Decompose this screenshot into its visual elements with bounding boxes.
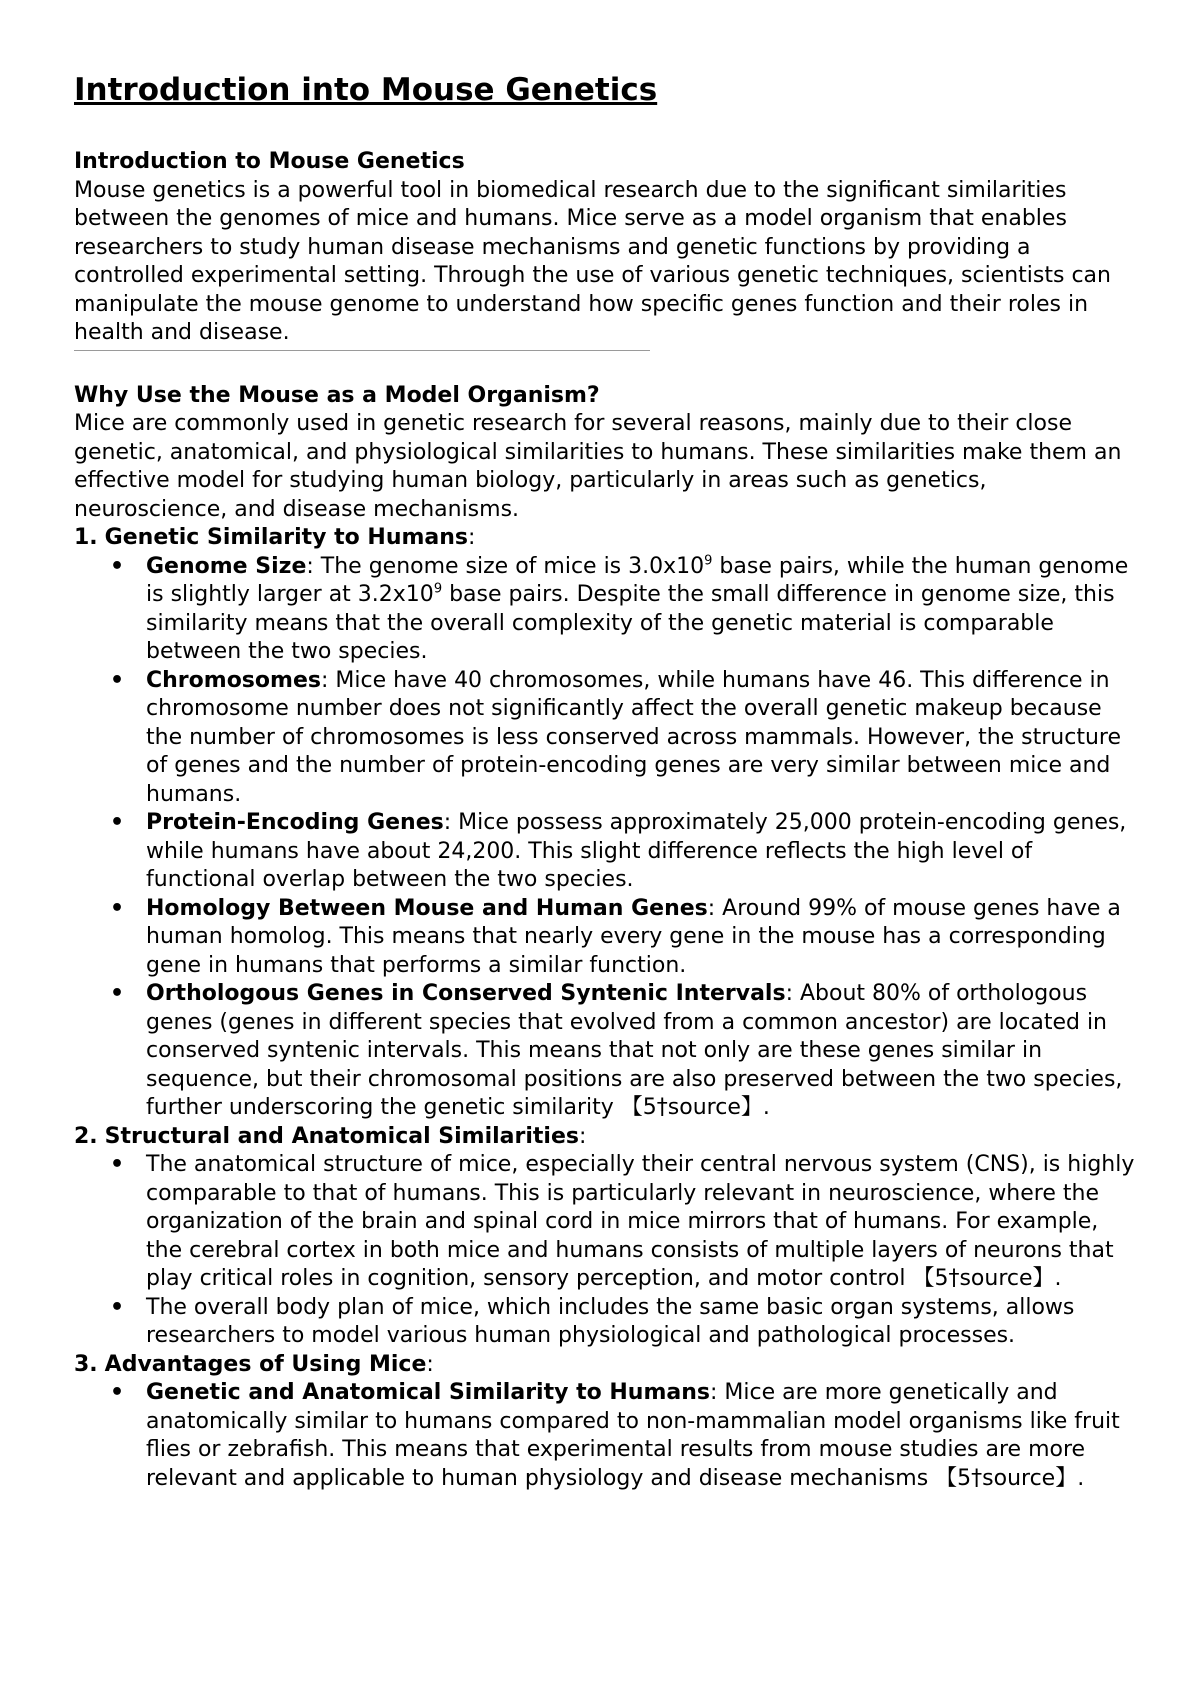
list-item-homology: [146, 895, 1140, 981]
list-item-orthologous-genes: [146, 980, 1140, 1123]
list-item-genome-size: [146, 553, 1140, 667]
list-item-chromosomes: [146, 667, 1140, 810]
orthologous-genes-text: : About 80% of orthologous genes (genes in different species that evolved from a common ancestor) are located in conserved syntenic intervals. This means that not only are these genes similar in sequence, but their chromosomal positions are also preserved between the two species, further underscoring the genetic similarity 【5†source】.: [146, 981, 1123, 1120]
list-item-protein-encoding-genes: [146, 809, 1140, 895]
homology-text: : Around 99% of mouse genes have a human homolog. This means that nearly every gene in the mouse has a corresponding gene in humans that performs a similar function.: [146, 895, 1121, 978]
genome-size-exponent-b: 9: [433, 581, 443, 597]
section-1-heading: [74, 524, 1140, 553]
genome-size-exponent-a: 9: [704, 553, 713, 569]
section-2-list: [74, 1151, 1140, 1351]
section-1-colon: :: [468, 525, 476, 550]
section-3-number: 3.: [74, 1351, 98, 1377]
genome-size-text-a: : The genome size of mice is 3.0x10: [306, 553, 705, 579]
section-3-list: [74, 1379, 1140, 1493]
genome-size-text-c: base pairs. Despite the small difference in genome size, this similarity means that the overall complexity of the genetic material is comparable between the two species.: [146, 582, 1115, 664]
genome-size-text-b: base pairs, while the human genome is slightly larger at 3.2x10: [146, 553, 1129, 607]
protein-encoding-genes-text: : Mice possess approximately 25,000 protein-encoding genes, while humans have about 24,200. This slight difference reflects the high level of functional overlap between the two species.: [146, 810, 1127, 892]
term-chromosomes: Chromosomes: [146, 667, 321, 693]
term-genome-size: Genome Size: [146, 553, 307, 579]
why-paragraph: Mice are commonly used in genetic research for several reasons, mainly due to their close genetic, anatomical, and physiological similarities to humans. These similarities make them an effective model for studying human biology, particularly in areas such as genetics, neuroscience, and disease mechanisms.: [74, 411, 1122, 522]
section-1-number: 1.: [74, 525, 98, 550]
section-2-heading: [74, 1123, 1140, 1152]
intro-paragraph: Mouse genetics is a powerful tool in biomedical research due to the significant similarities between the genomes of mice and humans. Mice serve as a model organism that enables researchers to study human disease mechanisms and genetic functions by providing a controlled experimental setting. Through the use of various genetic techniques, scientists can manipulate the mouse genome to understand how specific genes function and their roles in health and disease.: [74, 177, 1111, 345]
term-protein-encoding-genes: Protein-Encoding Genes: [146, 810, 444, 835]
document-title: Introduction into Mouse Genetics: [74, 72, 658, 108]
list-item-body-plan: • The overall body plan of mice, which includes the same basic organ systems, allows researchers to model various human physiological and pathological processes.: [146, 1294, 1140, 1351]
section-2-title: Structural and Anatomical Similarities: [104, 1123, 579, 1149]
section-2-number: 2.: [74, 1123, 98, 1149]
section-1-title: Genetic Similarity to Humans: [104, 525, 469, 550]
term-orthologous-genes: Orthologous Genes in Conserved Syntenic Intervals: [146, 981, 786, 1006]
section-3-title: Advantages of Using Mice: [104, 1351, 427, 1377]
section-1-list: [74, 553, 1140, 1123]
why-heading: Why Use the Mouse as a Model Organism?: [74, 382, 600, 408]
genetic-anatomical-similarity-text: : Mice are more genetically and anatomically similar to humans compared to non-mammalian model organisms like fruit flies or zebrafish. This means that experimental results from mouse studies are more relevant and applicable to human physiology and disease mechanisms 【5†source】.: [146, 1380, 1120, 1491]
section-3-heading: [74, 1351, 1140, 1380]
separator-line: [74, 350, 650, 351]
intro-heading: Introduction to Mouse Genetics: [74, 149, 465, 174]
chromosomes-text: : Mice have 40 chromosomes, while humans have 46. This difference in chromosome number does not significantly affect the overall genetic makeup because the number of chromosomes is less conserved across mammals. However, the structure of genes and the number of protein-encoding genes are very similar between mice and humans.: [146, 667, 1122, 807]
section-2-colon: :: [579, 1123, 587, 1149]
list-item-genetic-anatomical-similarity: [146, 1379, 1140, 1493]
section-3-colon: :: [426, 1351, 434, 1377]
term-genetic-anatomical-similarity: Genetic and Anatomical Similarity to Humans: [146, 1380, 710, 1405]
list-item-cns: • The anatomical structure of mice, especially their central nervous system (CNS), is highly comparable to that of humans. This is particularly relevant in neuroscience, where the organization of the brain and spinal cord in mice mirrors that of humans. For example, the cerebral cortex in both mice and humans consists of multiple layers of neurons that play critical roles in cognition, sensory perception, and motor control 【5†source】.: [146, 1151, 1140, 1294]
term-homology: Homology Between Mouse and Human Genes: [146, 895, 708, 921]
